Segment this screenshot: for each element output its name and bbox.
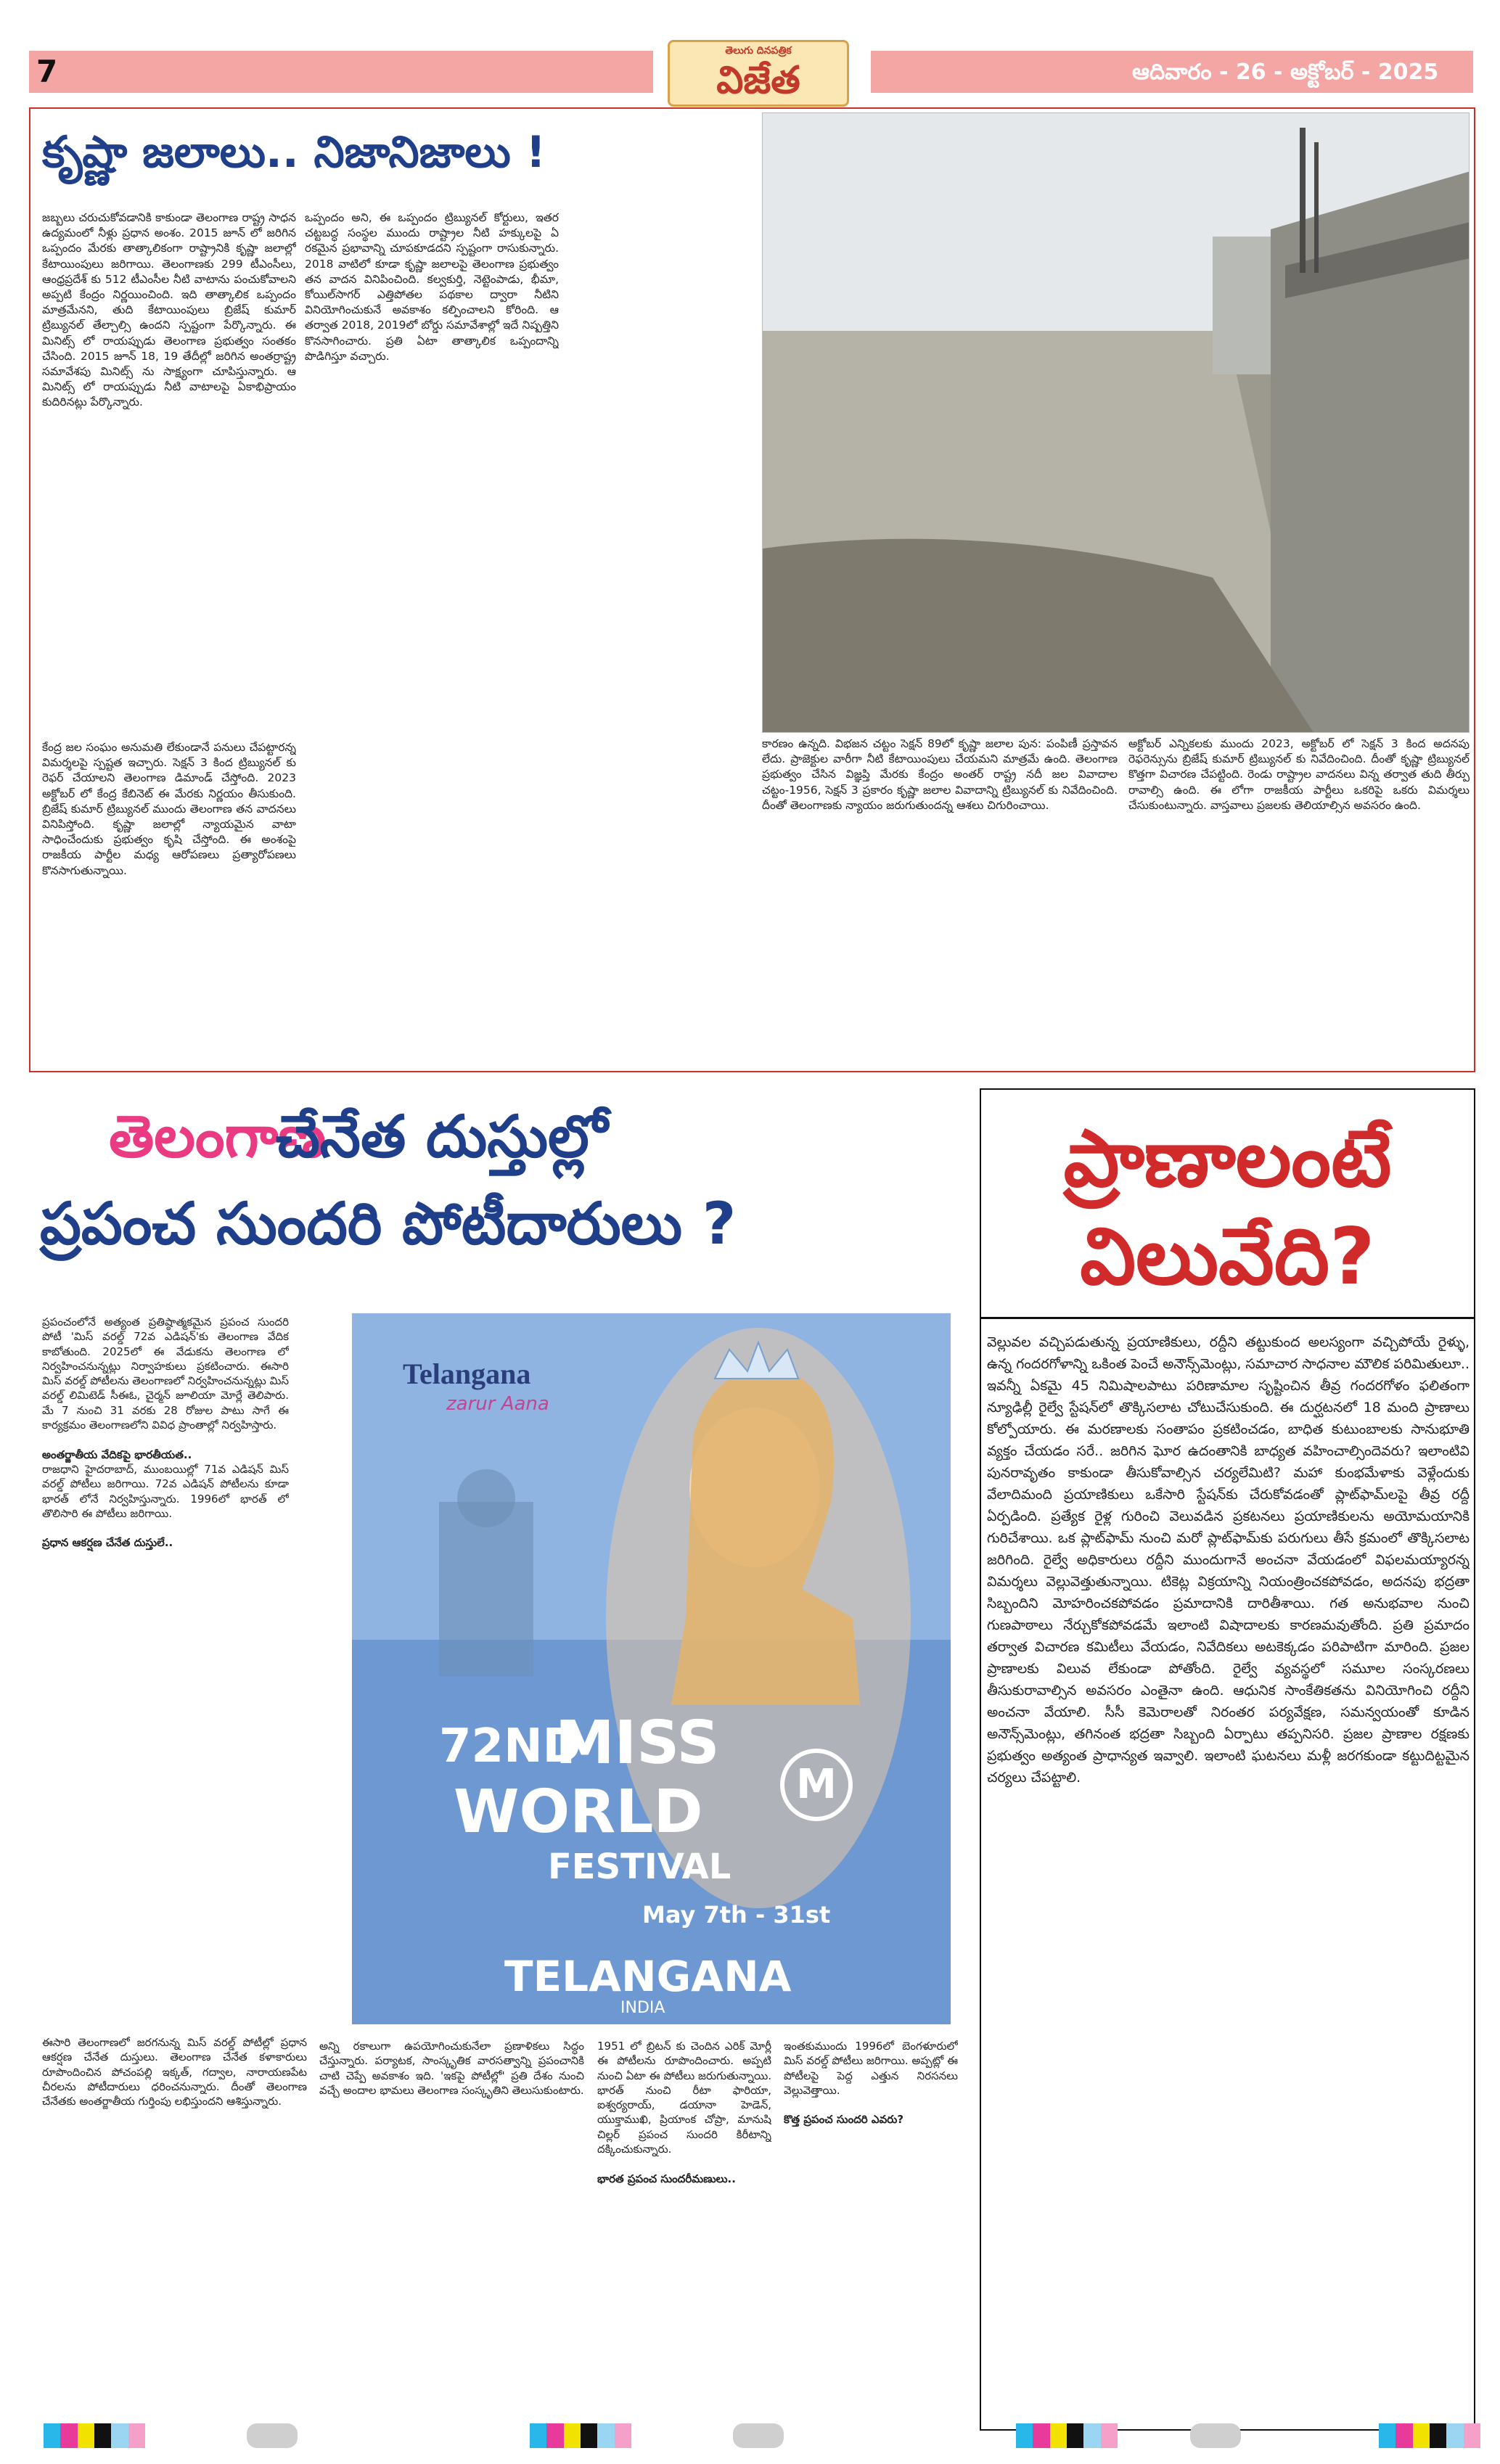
poster-logo-text: Telangana: [403, 1358, 531, 1390]
dam-photo-illustration: [763, 113, 1470, 733]
feature-col1b-text: రాజధాని హైదరాబాద్, ముంబయిల్లో 71వ ఎడిషన్ మిస్ వరల్డ్ పోటీలు జరిగాయి. 72వ ఎడిషన్ పోటీలను కూడా భారత్ లోనే నిర్వహిస్తున్నారు. 1996లో భారత్ లో తొలిసారి ఈ పోటీలు జరిగాయి.: [42, 1462, 289, 1520]
feature-title-part2: చేనేత దుస్తుల్లో: [276, 1103, 608, 1170]
feature-col1-text: ప్రపంచంలోనే అత్యంత ప్రతిష్ఠాత్మకమైన ప్రపంచ సుందరి పోటీ 'మిస్ వరల్డ్ 72వ ఎడిషన్'కు తెలంగాణ వేదిక కాబోతుంది. 2025లో ఈ వేడుకను తెలంగాణ లో నిర్వహించనున్నట్లు నిర్వాహకులు ప్రకటించారు. ఈసారి మిస్ వరల్డ్ పోటీలను తెలంగాణలో నిర్వహించనున్నట్లు మిస్ వరల్డ్ లిమిటెడ్ సీఈఓ, చైర్మన్ జూలియా మోర్లే తెలిపారు. మే 7 నుంచి 31 వరకు 28 రోజుల పాటు సాగే ఈ కార్యక్రమం తెలంగాణలోని వివిధ ప్రాంతాల్లో నిర్వహిస్తారు.: [42, 1315, 289, 1432]
miss-world-poster: [352, 1313, 951, 2024]
feature-col5-text: ఇంతకుముందు 1996లో బెంగళూరులో మిస్ వరల్డ్ పోటీలు జరిగాయి. అప్పట్లో ఈ పోటీలపై పెద్ద ఎత్తున నిరసనలు వెల్లువెత్తాయి.: [784, 2040, 958, 2097]
color-registration-bar-3: [1016, 2423, 1118, 2448]
masthead-logo: [668, 40, 849, 107]
header-band-left: [29, 51, 653, 93]
poster-brand-world: WORLD: [454, 1778, 703, 1847]
editorial-divider: [981, 1317, 1474, 1319]
top-article-title: కృష్ణా జలాలు.. నిజానిజాలు !: [42, 127, 546, 178]
registration-pill-1: [247, 2423, 298, 2448]
editorial-body: వెల్లువల వచ్చిపడుతున్న ప్రయాణికులు, రద్దీని తట్టుకుంద అలస్యంగా వచ్చిపోయే రైళ్ళు, ఉన్న గందరగోళాన్ని ఒకింత పెంచే అనౌన్స్‌మెంట్లు, సమాచార సాధనాల మౌలిక పరిమితులూ.. ఇవన్నీ ఏకమై 45 నిమిషాలపాటు పరిణామాల సృష్టించిన తీవ్ర గందరగోళం ఫలితంగా న్యూఢిల్లీ రైల్వే స్టేషన్‌లో తొక్కిసలాట చోటుచేసుకుంది. ఈ దుర్ఘటనలో 18 మంది ప్రాణాలు కోల్పోయారు. ఈ మరణాలకు సంతాపం ప్రకటించడం, బాధిత కుటుంబాలకు సానుభూతి వ్యక్తం చేయడం సరే.. జరిగిన ఘోర ఉదంతానికి బాధ్యత వహించాల్సిందెవరు? ఇలాంటివి పునరావృతం కాకుండా తీసుకోవాల్సిన చర్యలేమిటి? మహా కుంభమేళాకు వెళ్లేందుకు వేలాదిమంది ప్రయాణికులు ఒకేసారి స్టేషన్‌కు చేరుకోవడంతో ప్లాట్‌ఫామ్‌లపై తీవ్ర రద్దీ ఏర్పడింది. ప్రత్యేక రైళ్ల గురించి వెలువడిన ప్రకటనలు ప్రయాణికులను అయోమయానికి గురిచేశాయి. ఒక ప్లాట్‌ఫామ్ నుంచి మరో ప్లాట్‌ఫామ్‌కు పరుగులు తీసే క్రమంలో తొక్కిసలాట జరిగింది. రైల్వే అధికారులు రద్దీని ముందుగానే అంచనా వేయడంలో విఫలమయ్యారన్న విమర్శలు వెల్లువెత్తుతున్నాయి. టికెట్ల విక్రయాన్ని నియంత్రించకపోవడం, అదనపు భద్రతా సిబ్బందిని మోహరించకపోవడం ప్రమాదానికి దారితీశాయి. గత అనుభవాల నుంచి గుణపాఠాలు నేర్చుకోకపోవడమే ఇలాంటి విషాదాలకు కారణమవుతోంది. ప్రతి ప్రమాదం తర్వాత విచారణ కమిటీలు వేయడం, నివేదికలు అటకెక్కడం పరిపాటిగా మారింది. ప్రజల ప్రాణాలకు విలువ లేకుండా పోతోంది. రైల్వే వ్యవస్థలో సమూల సంస్కరణలు తీసుకురావాల్సిన అవసరం ఎంతైనా ఉంది. ఆధునిక సాంకేతికతను వినియోగించి రద్దీని అంచనా వేయాలి. సీసీ కెమెరాలతో నిరంతర పర్యవేక్షణ, సమన్వయంతో కూడిన అనౌన్స్‌మెంట్లు, తగినంత భద్రతా సిబ్బంది ఏర్పాటు తప్పనిసరి. ప్రజల ప్రాణాల రక్షణకు ప్రభుత్వం అత్యంత ప్రాధాన్యత ఇవ్వాలి. ఇలాంటి ఘటనలు మళ్లీ జరగకుండా కట్టుదిట్టమైన చర్యలు చేపట్టాలి.: [987, 1334, 1470, 1786]
masthead-name: విజేత: [716, 59, 800, 102]
feature-column-1: [42, 1315, 289, 2026]
miss-world-emblem-icon: M: [780, 1749, 853, 1821]
top-article-column-3: కారణం ఉన్నది. విభజన చట్టం సెక్షన్ 89లో కృష్ణా జలాల పున: పంపిణీ ప్రస్తావన లేదు. ప్రాజెక్టుల వారీగా నీటి కేటాయింపులు చేయమని మాత్రమే ఉంది. తెలంగాణ ప్రభుత్వం చేసిన విజ్ఞప్తి మేరకు కేంద్రం అంతర్ రాష్ట్ర నదీ జల వివాదాల చట్టం-1956, సెక్షన్ 3 ప్రకారం కృష్ణా జలాల వివాదాన్ని ట్రిబ్యునల్ కు నివేదించింది. దీంతో తెలంగాణకు న్యాయం జరుగుతుందన్న ఆశలు చిగురించాయి.: [762, 737, 1118, 812]
top-article-column-1b: కేంద్ర జల సంఘం అనుమతి లేకుండానే పనులు చేపట్టారన్న విమర్శలపై స్పష్టత ఇచ్చారు. సెక్షన్ 3 కింద ట్రిబ్యునల్ కు రెఫర్ చేయాలని తెలంగాణ డిమాండ్ చేస్తోంది. 2023 అక్టోబర్ లో కేంద్ర కేబినెట్ ఈ మేరకు నిర్ణయం తీసుకుంది. బ్రిజేష్ కుమార్ ట్రిబ్యునల్ ముందు తెలంగాణ తన వాదనలు వినిపిస్తోంది. కృష్ణా జలాల్లో న్యాయమైన వాటా సాధించేందుకు ప్రభుత్వం కృషి చేస్తోంది. ఈ అంశంపై రాజకీయ పార్టీల మధ్య ఆరోపణలు ప్రత్యారోపణలు కొనసాగుతున్నాయి.: [42, 741, 296, 877]
feature-subheading-2: ప్రధాన ఆకర్షణ చేనేత దుస్తులే..: [42, 1536, 173, 1550]
page-number: 7: [36, 54, 58, 89]
editorial-title: [980, 1110, 1475, 1306]
registration-pill-2: [733, 2423, 784, 2448]
dam-photo: [762, 112, 1470, 733]
color-registration-bar-4: [1379, 2423, 1480, 2448]
poster-country: INDIA: [620, 1999, 665, 2017]
feature-subheading-1: అంతర్జాతీయ వేదికపై భారతీయత..: [42, 1447, 192, 1461]
feature-title-line2: ప్రపంచ సుందరి పోటీదారులు ?: [40, 1190, 737, 1257]
feature-title-highlight: తెలంగాణ: [109, 1103, 327, 1170]
color-registration-bar-1: [44, 2423, 145, 2448]
color-registration-bar-2: [530, 2423, 631, 2448]
poster-location: TELANGANA: [504, 1952, 792, 2001]
editorial-title-line1: ప్రాణాలంటే: [1063, 1114, 1392, 1204]
feature-col4-subheading: భారత ప్రపంచ సుందరీమణులు..: [597, 2172, 736, 2185]
feature-column-5: [784, 2039, 958, 2409]
feature-col5-subheading: కొత్త ప్రపంచ సుందరి ఎవరు?: [784, 2113, 904, 2127]
feature-column-2: ఈసారి తెలంగాణలో జరగనున్న మిస్ వరల్డ్ పోటీల్లో ప్రధాన ఆకర్షణ చేనేత దుస్తులు. తెలంగాణ చేనేత కళాకారులు రూపొందించిన పోచంపల్లి ఇక్కత్, గద్వాల, నారాయణపేట చీరలను పోటీదారులు ధరించనున్నారు. దీంతో తెలంగాణ చేనేతకు అంతర్జాతీయ గుర్తింపు లభిస్తుందని ఆశిస్తున్నారు.: [42, 2036, 307, 2108]
feature-col4-text: 1951 లో బ్రిటన్ కు చెందిన ఎరిక్ మోర్లీ ఈ పోటీలను రూపొందించారు. అప్పటి నుంచి ఏటా ఈ పోటీలు జరుగుతున్నాయి. భారత్ నుంచి రీటా ఫారియా, ఐశ్వర్యరాయ్, డయానా హెడెన్, యుక్తాముఖి, ప్రియాంక చోప్రా, మానుషి చిల్లర్ ప్రపంచ సుందరి కిరీటాన్ని దక్కించుకున్నారు.: [597, 2040, 771, 2156]
poster-edition: 72ND: [439, 1720, 581, 1773]
top-article-column-2: ఒప్పందం అని, ఈ ఒప్పందం ట్రిబ్యునల్ కోర్టులు, ఇతర చట్టబద్ధ సంస్థల ముందు రాష్ట్రాల నీటి హక్కులపై ఏ రకమైన ప్రభావాన్ని చూపకూడదని స్పష్టంగా రాసుకున్నారు. 2018 వాటిలో కూడా కృష్ణా జలాలపై తెలంగాణ ప్రభుత్వం తన వాదన వినిపించింది. కల్వకుర్తి, నెట్టెంపాడు, భీమా, కోయిల్‌సాగర్ ఎత్తిపోతల పథకాల ద్వారా నీటిని వినియోగించుకునే అవకాశం కల్పించాలని కోరింది. ఆ తర్వాత 2018, 2019లో బోర్డు సమావేశాల్లో ఇదే నిష్పత్తిని కొనసాగించారు. ప్రతి ఏటా తాత్కాలిక ఒప్పందాన్ని పొడిగిస్తూ వచ్చారు.: [305, 211, 559, 363]
poster-brand-festival: FESTIVAL: [548, 1847, 731, 1887]
poster-dates: May 7th - 31st: [642, 1901, 831, 1929]
feature-column-3: అన్ని రకాలుగా ఉపయోగించుకునేలా ప్రణాళికలు సిద్ధం చేస్తున్నారు. పర్యాటక, సాంస్కృతిక వారసత్వాన్ని ప్రపంచానికి చాటి చెప్పే అవకాశం ఇది. 'ఇకపై పోటీల్లో' ప్రతి దేశం నుంచి వచ్చే అందాల భామలు తెలంగాణ సంస్కృతిని తెలుసుకుంటారు.: [319, 2040, 584, 2097]
poster-logo-tagline: zarur Aana: [446, 1393, 549, 1415]
top-article-column-4: అక్టోబర్ ఎన్నికలకు ముందు 2023, అక్టోబర్ లో సెక్షన్ 3 కింద అదనపు రెఫరెన్సును బ్రిజేష్ కుమార్ ట్రిబ్యునల్ కు నివేదించింది. దీంతో కృష్ణా ట్రిబ్యునల్ కొత్తగా విచారణ చేపట్టింది. రెండు రాష్ట్రాల వాదనలు విన్న తర్వాత తుది తీర్పు రావాల్సి ఉంది. ఈ లోగా రాజకీయ పార్టీలు ఒకరిపై ఒకరు విమర్శలు చేసుకుంటున్నారు. వాస్తవాలు ప్రజలకు తెలియాల్సిన అవసరం ఉంది.: [1128, 737, 1470, 812]
editorial-title-line2: విలువేది?: [1080, 1212, 1375, 1302]
top-article-column-1: జబ్బలు చరుచుకోవడానికి కాకుండా తెలంగాణ రాష్ట్ర సాధన ఉద్యమంలో నీళ్లు ప్రధాన అంశం. 2015 జూన్ లో జరిగిన ఒప్పందం మేరకు తాత్కాలికంగా రాష్ట్రానికి కృష్ణా జలాల్లో కేటాయింపులు జరిగాయి. తెలంగాణకు 299 టీఎంసీలు, ఆంధ్రప్రదేశ్ కు 512 టీఎంసీల నీటి వాటాను పంచుకోవాలని అప్పటి కేంద్రం నిర్ణయించింది. ఇది తాత్కాలిక ఒప్పందం మాత్రమేనని, తుది కేటాయింపులు బ్రిజేష్ కుమార్ ట్రిబ్యునల్ తేల్చాల్సి ఉందని స్పష్టంగా పేర్కొన్నారు. ఈ మినిట్స్ లో రాయప్పుడు తెలంగాణ ప్రభుత్వం సంతకం చేసింది. 2015 జూన్ 18, 19 తేదీల్లో జరిగిన అంతర్రాష్ట్ర సమావేశపు మినిట్స్ ను సాక్ష్యంగా చూపిస్తున్నారు. ఆ మినిట్స్ లో రాయప్పుడు నీటి వాటాలపై ఏకాభిప్రాయం కుదిరినట్లు పేర్కొన్నారు.: [42, 211, 296, 409]
feature-column-4: [597, 2039, 771, 2409]
issue-date: ఆదివారం - 26 - అక్టోబర్ - 2025: [1132, 59, 1439, 85]
poster-brand-miss: MISS: [555, 1709, 720, 1778]
masthead-tagline: తెలుగు దినపత్రిక: [725, 45, 792, 57]
registration-pill-3: [1190, 2423, 1241, 2448]
